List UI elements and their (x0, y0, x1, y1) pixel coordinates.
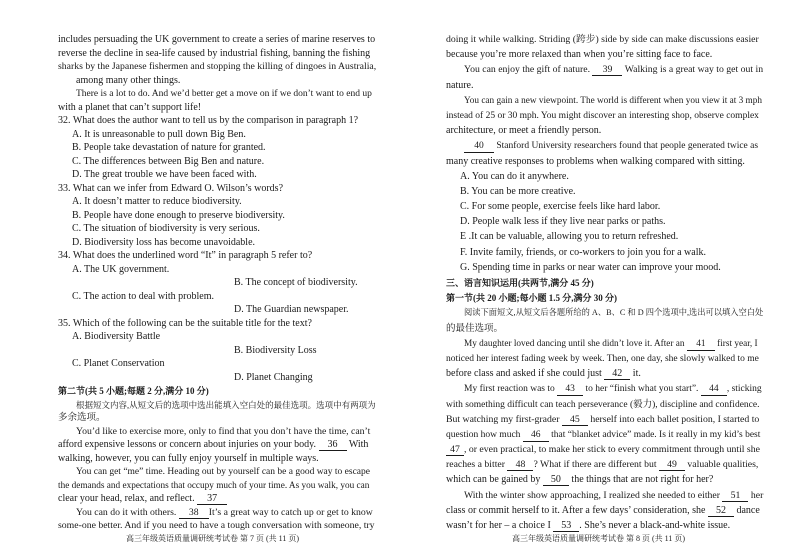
option: E .It can be valuable, allowing you to return refreshed. (460, 231, 679, 243)
blank-46[interactable]: 46 (523, 430, 549, 442)
text-line: question how much 46 that “blanket advice” made. Is it really in my kid’s best (446, 429, 761, 440)
text-line: noticed her interest fading week by week. Then, one day, she slowly walked to me (446, 353, 759, 364)
right-page (446, 0, 764, 547)
text-line: doing it while walking. Striding (跨步) side by side can make discussions easier (446, 34, 759, 45)
option: C. Planet Conservation (72, 358, 165, 369)
question-33-stem: 33. What can we infer from Edward O. Wilson’s words? (58, 182, 284, 194)
blank-52[interactable]: 52 (708, 505, 734, 517)
option: B. People take devastation of nature for granted. (72, 142, 266, 153)
text-line: includes persuading the UK government to create a series of marine reserves to (58, 34, 376, 45)
text-line: sharks by the Japanese fishermen and stopping the killing of dingoes in Australia, (58, 61, 377, 72)
question-32-stem: 32. What does the author want to tell us by the comparison in paragraph 1? (58, 115, 359, 126)
blank-36[interactable]: 36 (319, 439, 347, 451)
blank-48[interactable]: 48 (507, 459, 533, 471)
option: C. For some people, exercise feels like hard labor. (460, 201, 661, 213)
text-line: because you’re more relaxed than when you’re sitting face to face. (446, 49, 713, 61)
blank-40[interactable]: 40 (464, 141, 494, 153)
option: C. The differences between Big Ben and nature. (72, 155, 265, 167)
text-line: some-one better. And if you need to have a tough conversation with someone, try (58, 520, 375, 531)
text-line: many creative responses to problems when walking compared with sitting. (446, 155, 745, 167)
text-line: wasn’t for her – a choice I 53 . She’s never a black-and-white issue. (446, 520, 731, 531)
option: D. The Guardian newspaper. (234, 304, 349, 315)
text-line: with something difficult can teach perseverance (毅力), discipline and confidence. (446, 399, 760, 410)
question-34-stem: 34. What does the underlined word “It” in paragraph 5 refer to? (58, 250, 313, 261)
text-line: instead of 25 or 30 mph. You might discover an interesting shop, observe complex (446, 110, 759, 121)
text-line: nature. (446, 79, 474, 91)
text-line: reaches a bitter 48 ? What if there are different but 49 valuable qualities, (446, 459, 759, 471)
left-page-continued (58, 0, 376, 547)
text-line: You can gain a new viewpoint. The world is different when you view it at 3 mph (464, 95, 763, 106)
blank-37[interactable]: 37 (197, 493, 227, 505)
section-subheading: 第一节(共 20 小题;每小题 1.5 分,满分 30 分) (446, 293, 617, 304)
option: A. It doesn’t matter to reduce biodiversity. (72, 196, 242, 207)
option: B. The concept of biodiversity. (234, 277, 358, 288)
option: A. You can do it anywhere. (460, 170, 569, 182)
text-line: You can enjoy the gift of nature. 39 Walking is a great way to get out in (464, 64, 764, 76)
text-line: clear your head, relax, and reflect. 37 (58, 493, 227, 505)
option: D. Planet Changing (234, 371, 313, 383)
blank-44[interactable]: 44 (701, 384, 727, 396)
section-heading: 第二节(共 5 小题;每题 2 分,满分 10 分) (58, 386, 209, 396)
option: D. Biodiversity loss has become unavoidable. (72, 236, 256, 248)
blank-43[interactable]: 43 (557, 384, 583, 396)
instruction: 阅读下面短文,从短文后各题所给的 A、B、C 和 D 四个选项中,选出可以填入空白处 (464, 308, 764, 318)
text-line: You can do it with others. 38 It’s a great way to catch up or get to know (76, 506, 373, 518)
blank-49[interactable]: 49 (659, 459, 685, 471)
instruction: 的最佳选项。 (446, 323, 504, 334)
text-line: architecture, or meet a friendly person. (446, 125, 602, 137)
option: B. Biodiversity Loss (234, 344, 317, 356)
text-line: with a planet that can’t support life! (58, 101, 202, 113)
text-line: among many other things. (76, 74, 181, 86)
blank-50[interactable]: 50 (543, 474, 569, 486)
option: F. Invite family, friends, or co-workers to join you for a walk. (460, 246, 706, 258)
blank-41[interactable]: 41 (687, 339, 715, 351)
blank-38[interactable]: 38 (179, 507, 209, 519)
text-line: With the winter show approaching, I realized she needed to either 51 her (464, 489, 764, 501)
text-line: reverse the decline in sea-life caused by industrial fishing, banning the fishing (58, 47, 371, 59)
text-line: But watching my first-grader 45 herself into each ballet position, I started to (446, 413, 760, 425)
text-line: 47 , or even practical, to make her stick to every commitment through until she (446, 444, 760, 456)
blank-47[interactable]: 47 (446, 444, 464, 456)
option: A. The UK government. (72, 263, 170, 275)
option: A. It is unreasonable to pull down Big Ben. (72, 128, 246, 140)
option: C. The situation of biodiversity is very serious. (72, 223, 260, 234)
text-line: class or commit herself to it. After a few days’ consideration, she 52 dance (446, 504, 760, 516)
blank-45[interactable]: 45 (562, 414, 588, 426)
page-footer: 高三年级英语质量调研统考试卷 第 8 页 (共 11 页) (512, 534, 686, 543)
option: B. People have done enough to preserve biodiversity. (72, 209, 285, 221)
option: A. Biodiversity Battle (72, 331, 161, 342)
option: B. You can be more creative. (460, 185, 576, 197)
option: C. The action to deal with problem. (72, 290, 215, 302)
text-line: walking, however, you can fully enjoy yourself in multiple ways. (58, 452, 319, 464)
blank-51[interactable]: 51 (722, 490, 748, 502)
section-heading: 三、语言知识运用(共两节,满分 45 分) (446, 278, 594, 288)
blank-39[interactable]: 39 (592, 64, 622, 76)
text-line: My daughter loved dancing until she didn’t love it. After an 41 first year, I (464, 338, 758, 349)
text-line: afford expensive lessons or concern about injuries on your body. 36 With (58, 439, 369, 450)
text-line: My first reaction was to 43 to her “finish what you start”. 44 , sticking (464, 384, 762, 395)
blank-53[interactable]: 53 (553, 520, 579, 532)
text-line: There is a lot to do. And we’d better get a move on if we don’t want to end up (76, 89, 372, 99)
question-35-stem: 35. Which of the following can be the suitable title for the text? (58, 317, 312, 329)
instruction: 多余选项。 (58, 413, 106, 423)
text-line: 40 Stanford University researchers found that people generated twice as (464, 140, 758, 153)
option: D. People walk less if they live near parks or paths. (460, 216, 666, 228)
text-line: before class and asked if she could just 42 it. (446, 368, 641, 380)
option: D. The great trouble we have been faced with. (72, 169, 257, 180)
option: G. Spending time in parks or near water can improve your mood. (460, 261, 721, 273)
text-line: which can be gained by 50 the things that are not right for her? (446, 474, 714, 486)
text-line: You’d like to exercise more, only to find that you don’t have the time, can’t (76, 425, 371, 437)
blank-42[interactable]: 42 (604, 368, 630, 380)
instruction: 根据短文内容,从短文后的选项中选出能填入空白处的最佳选项。选项中有两项为 (76, 399, 376, 410)
text-line: You can get “me” time. Heading out by yourself can be a good way to escape (76, 467, 370, 477)
page-footer: 高三年级英语质量调研统考试卷 第 7 页 (共 11 页) (126, 534, 300, 543)
text-line: the demands and expectations that occupy much of your time. As you walk, you can (58, 480, 370, 491)
